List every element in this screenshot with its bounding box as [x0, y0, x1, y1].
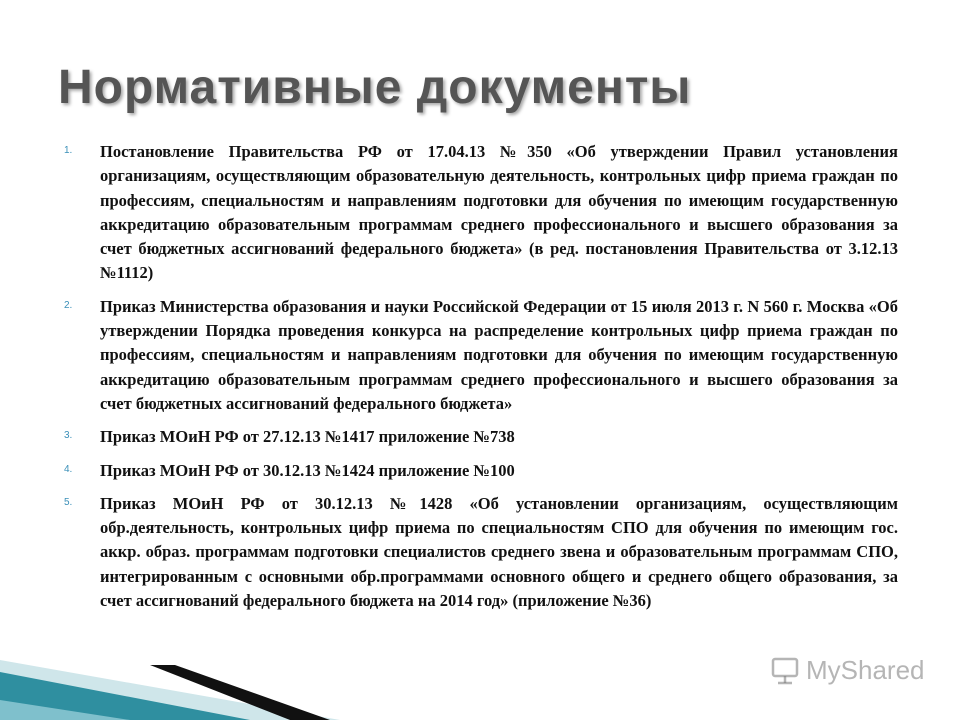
list-item-number: 4.	[64, 463, 73, 475]
list-item-text: Приказ МОиН РФ от 30.12.13 №1424 приложение №100	[100, 460, 515, 480]
list-item-number: 2.	[64, 299, 73, 311]
list-item-text: Постановление Правительства РФ от 17.04.13 №350 «Об утверждении Правил установления организациям, осуществляющим образовательную деятельность, контрольных цифр приема граждан по профессиям, специальностям и направлениям подготовки для обучения по имеющим государственную аккредитацию образовательным программам среднего профессионального и высшего образования за счет бюджетных ассигнований федерального бюджета» (в ред. постановления Правительства от 3.12.13 №1112)	[100, 142, 898, 283]
documents-list	[62, 140, 898, 622]
list-item-number: 5.	[64, 496, 73, 508]
teal-stripe	[0, 660, 340, 720]
list-item-text: Приказ МОиН РФ от 30.12.13 №1428 «Об установлении организациям, осуществляющим обр.деятельность, контрольных цифр приема по специальностям СПО для обучения по имеющим гос. аккр. образ. программам подготовки специалистов среднего звена и образовательным программам СПО, интегрированным с основными обр.программами основного общего и среднего общего образования, за счет ассигнований федерального бюджета на 2014 год» (приложение №36)	[100, 493, 898, 611]
list-item-number: 1.	[64, 145, 73, 156]
list-item-number: 3.	[64, 430, 73, 442]
list-item	[62, 459, 898, 483]
list-item	[62, 492, 898, 613]
list-item	[62, 425, 898, 449]
list-item-text: Приказ Министерства образования и науки Российской Федерации от 15 июля 2013 г. N 560 г. Москва «Об утверждении Порядка проведения конкурса на распределение контрольных цифр приема граждан по профессиям, специальностям и направлениям подготовки для обучения по имеющим государственную аккредитацию образовательным программам среднего профессионального и высшего образования за счет бюджетных ассигнований федерального бюджета»	[100, 296, 898, 413]
black-stripe	[150, 665, 330, 720]
list-item-text: Приказ МОиН РФ от 27.12.13 №1417 приложение №738	[100, 427, 515, 447]
teal-stripe-dark	[0, 672, 250, 720]
slide-title: Нормативные документы	[58, 61, 692, 114]
teal-stripe-light	[0, 700, 130, 720]
watermark-text: MyShared	[806, 655, 925, 685]
presentation-board-icon	[770, 657, 800, 685]
list-item	[62, 140, 898, 286]
list-item	[62, 295, 898, 416]
watermark	[770, 655, 925, 686]
